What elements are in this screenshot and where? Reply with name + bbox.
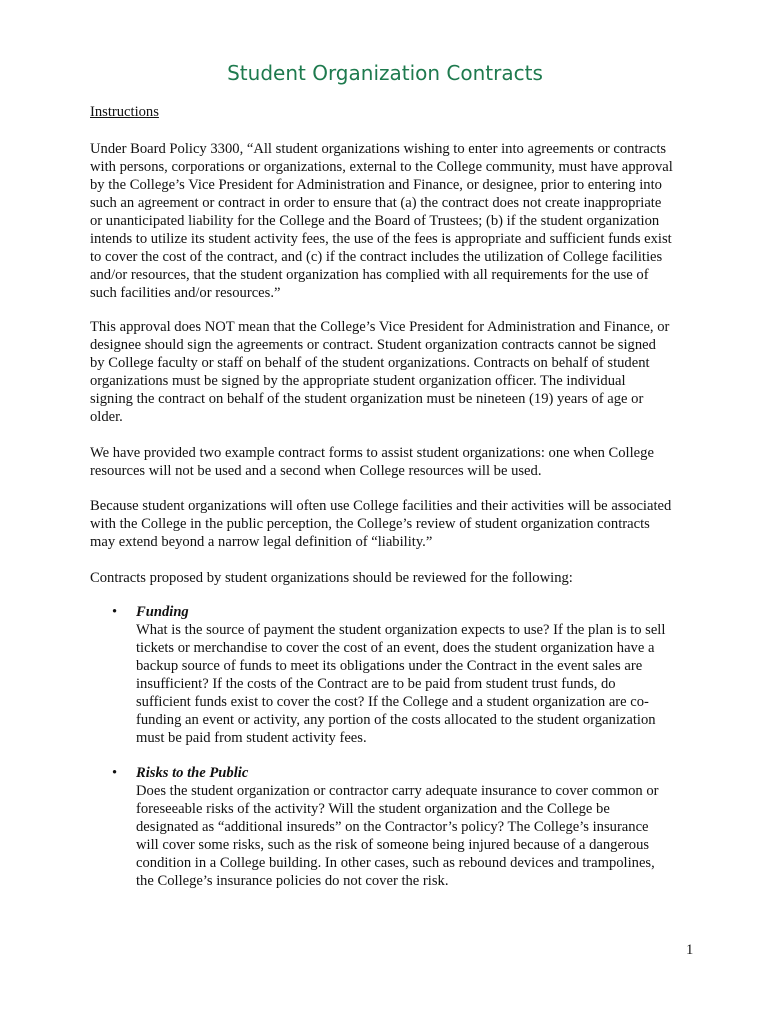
bullet-body xyxy=(136,621,716,747)
text-line: may extend beyond a narrow legal definition of “liability.” xyxy=(90,534,433,550)
text-line: organizations must be signed by the appropriate student organization officer. The individual xyxy=(90,373,626,389)
text-line: Contracts proposed by student organizations should be reviewed for the following: xyxy=(90,570,573,586)
text-line: or unanticipated liability for the College and the Board of Trustees; (b) if the student organization xyxy=(90,213,660,229)
text-line: older. xyxy=(90,409,123,425)
page-number: 1 xyxy=(686,942,694,958)
text-line: funding an event or activity, any portion of the costs allocated to the student organization xyxy=(136,712,656,728)
text-line: will cover some risks, such as the risk of someone being injured because of a dangerous xyxy=(136,837,650,853)
text-line: Under Board Policy 3300, “All student organizations wishing to enter into agreements or contracts xyxy=(90,141,667,157)
bullet-icon: • xyxy=(112,765,118,781)
text-line: by College faculty or staff on behalf of the student organizations. Contracts on behalf of student xyxy=(90,355,650,371)
paragraph-approval xyxy=(90,318,710,426)
text-line: sufficient funds exist to cover the cost? If the College and a student organization are co- xyxy=(136,694,649,710)
document-title: Student Organization Contracts xyxy=(227,61,543,85)
text-line: such facilities and/or resources.” xyxy=(90,285,281,301)
text-line: We have provided two example contract forms to assist student organizations: one when College xyxy=(90,445,654,461)
text-line: and/or resources, that the student organization has complied with all requirements for the use of xyxy=(90,267,649,283)
text-line: such an agreement or contract in order to ensure that (a) the contract does not create inappropriate xyxy=(90,195,662,211)
text-line: foreseeable risks of the activity? Will the student organization and the College be xyxy=(136,801,610,817)
text-line: condition in a College building. In other cases, such as rebound devices and trampolines, xyxy=(136,855,655,871)
paragraph-review-intro xyxy=(90,569,710,587)
paragraph-review-scope xyxy=(90,497,710,551)
text-line: backup source of funds to meet its obligations under the Contract in the event sales are xyxy=(136,658,643,674)
text-line: designated as “additional insureds” on the Contractor’s policy? The College’s insurance xyxy=(136,819,649,835)
text-line: designee should sign the agreements or contract. Student organization contracts cannot be signed xyxy=(90,337,656,353)
text-line: by the College’s Vice President for Administration and Finance, or designee, prior to entering into xyxy=(90,177,662,193)
text-line: with the College in the public perception, the College’s review of student organization contracts xyxy=(90,516,650,532)
bullet-body xyxy=(136,782,716,890)
text-line: Does the student organization or contractor carry adequate insurance to cover common or xyxy=(136,783,659,799)
text-line: What is the source of payment the student organization expects to use? If the plan is to sell xyxy=(136,622,666,638)
text-line: to cover the cost of the contract, and (c) if the contract includes the utilization of College facilities xyxy=(90,249,663,265)
text-line: signing the contract on behalf of the student organization must be nineteen (19) years of age or xyxy=(90,391,644,407)
bullet-title: Funding xyxy=(136,604,189,620)
text-line: must be paid from student activity fees. xyxy=(136,730,367,746)
paragraph-policy xyxy=(90,140,710,302)
section-heading-instructions: Instructions xyxy=(90,104,159,120)
bullet-icon: • xyxy=(112,604,118,620)
text-line: insufficient? If the costs of the Contract are to be paid from student trust funds, do xyxy=(136,676,616,692)
text-line: intends to utilize its student activity fees, the use of the fees is appropriate and sufficient funds exist xyxy=(90,231,672,247)
text-line: tickets or merchandise to cover the cost of an event, does the student organization have a xyxy=(136,640,655,656)
text-line: the College’s insurance policies do not cover the risk. xyxy=(136,873,449,889)
text-line: resources will not be used and a second when College resources will be used. xyxy=(90,463,542,479)
bullet-title: Risks to the Public xyxy=(136,765,249,781)
text-line: with persons, corporations or organizations, external to the College community, must have approval xyxy=(90,159,673,175)
text-line: Because student organizations will often use College facilities and their activities will be associated xyxy=(90,498,672,514)
paragraph-example-forms xyxy=(90,444,710,480)
text-line: This approval does NOT mean that the College’s Vice President for Administration and Finance, or xyxy=(90,319,670,335)
